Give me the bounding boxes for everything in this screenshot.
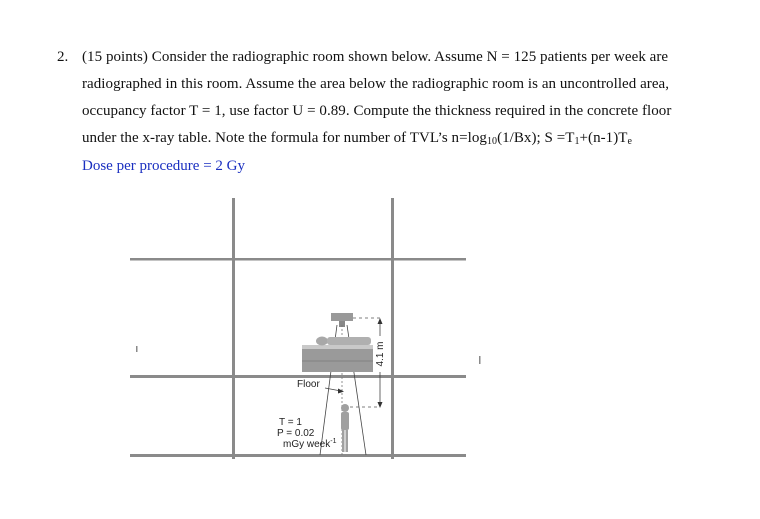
xray-tube-icon (331, 313, 353, 327)
tick-mark-left (136, 346, 138, 352)
permissible-dose-label: P = 0.02 (277, 428, 315, 439)
arrow-right-icon (338, 389, 344, 394)
person-head (341, 404, 349, 412)
xray-table-icon (302, 337, 376, 373)
right-wall (391, 198, 394, 459)
lower-floor (130, 454, 466, 457)
table-base (302, 345, 376, 372)
ceiling-line (130, 258, 466, 261)
room-walls (130, 198, 481, 459)
patient-head-icon (316, 337, 328, 346)
occupancy-label: T = 1 (279, 417, 302, 428)
unit-label (283, 438, 337, 450)
person-torso (341, 412, 349, 430)
left-wall (232, 198, 235, 459)
arrow-down-icon (378, 402, 383, 408)
person-leg-left (342, 430, 345, 452)
question-line-2: radiographed in this room. Assume the area below the radiographic room is an uncontrolled area, (82, 76, 670, 92)
question-number: 2. (57, 49, 69, 65)
floor-label: Floor (297, 379, 320, 390)
unit-exponent: -1 (330, 438, 337, 445)
formula-text-c: +(n-1)T (579, 130, 628, 146)
formula-subscript-10: 10 (486, 136, 498, 147)
person-below-icon (341, 404, 349, 452)
tube-head (331, 313, 353, 321)
formula-subscript-1: 1 (574, 136, 580, 147)
dose-per-procedure: Dose per procedure = 2 Gy (82, 158, 245, 174)
table-top (302, 345, 376, 349)
person-leg-right (346, 430, 349, 452)
formula-subscript-e: e (627, 136, 632, 147)
formula-text-a: under the x-ray table. Note the formula for number of TVL’s n=log (82, 130, 487, 146)
arrow-up-icon (378, 318, 383, 324)
distance-label: 4.1 m (375, 341, 386, 367)
tick-mark-right (479, 356, 481, 364)
question-line-1: (15 points) Consider the radiographic room shown below. Assume N = 125 patients per week are (82, 49, 669, 65)
question-line-3: occupancy factor T = 1, use factor U = 0.89. Compute the thickness required in the concrete floor (82, 103, 672, 119)
patient-body-icon (327, 337, 371, 345)
formula-text-b: (1/Bx); S =T (497, 130, 575, 146)
floor-slab (130, 375, 466, 378)
unit-text: mGy week (283, 439, 331, 450)
